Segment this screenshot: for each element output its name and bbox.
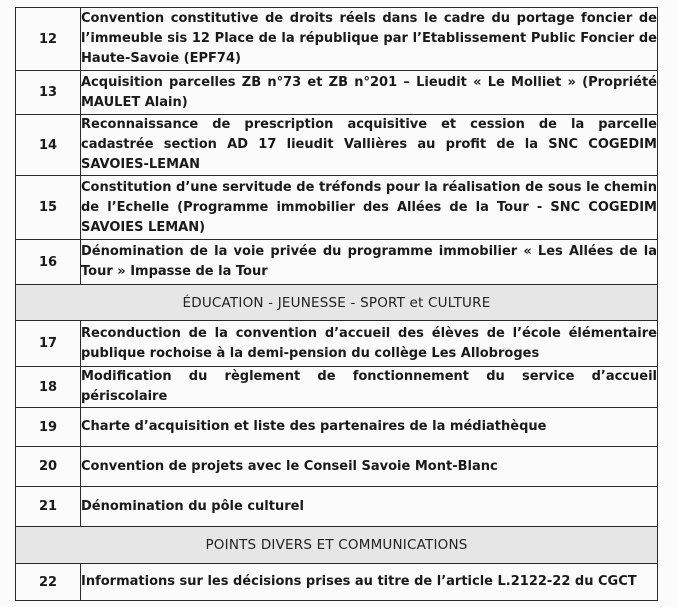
agenda-row (16, 240, 658, 285)
agenda-row (16, 564, 658, 601)
agenda-row (16, 176, 658, 240)
item-number: 12 (16, 8, 81, 71)
item-number: 13 (16, 71, 81, 115)
agenda-row (16, 408, 658, 447)
agenda-table (15, 7, 658, 601)
item-number: 15 (16, 176, 81, 240)
item-number: 19 (16, 408, 81, 447)
section-heading-row (16, 285, 658, 321)
item-title: Convention de projets avec le Conseil Savoie Mont-Blanc (81, 447, 658, 487)
item-title: Modification du règlement de fonctionnement du service d’accueil périscolaire (81, 367, 658, 408)
agenda-row (16, 8, 658, 71)
section-heading: POINTS DIVERS ET COMMUNICATIONS (16, 527, 658, 564)
item-title: Reconduction de la convention d’accueil des élèves de l’école élémentaire publique rochoise à la demi-pension du collège Les Allobroges (81, 321, 658, 367)
agenda-row (16, 487, 658, 527)
item-number: 16 (16, 240, 81, 285)
item-number: 17 (16, 321, 81, 367)
item-number: 22 (16, 564, 81, 601)
item-number: 14 (16, 115, 81, 176)
item-title: Convention constitutive de droits réels dans le cadre du portage foncier de l’immeuble sis 12 Place de la république par l’Etablissement Public Foncier de Haute-Savoie (EPF74) (81, 8, 658, 71)
agenda-row (16, 71, 658, 115)
section-heading-row (16, 527, 658, 564)
agenda-row (16, 447, 658, 487)
item-number: 20 (16, 447, 81, 487)
agenda-row (16, 115, 658, 176)
item-title: Dénomination de la voie privée du programme immobilier « Les Allées de la Tour » Impasse de la Tour (81, 240, 658, 285)
item-number: 21 (16, 487, 81, 527)
item-title: Reconnaissance de prescription acquisitive et cession de la parcelle cadastrée section AD 17 lieudit Vallières au profit de la SNC COGEDIM SAVOIES-LEMAN (81, 115, 658, 176)
agenda-row (16, 321, 658, 367)
item-title: Charte d’acquisition et liste des partenaires de la médiathèque (81, 408, 658, 447)
agenda-row (16, 367, 658, 408)
item-title: Dénomination du pôle culturel (81, 487, 658, 527)
section-heading: ÉDUCATION - JEUNESSE - SPORT et CULTURE (16, 285, 658, 321)
item-title: Informations sur les décisions prises au titre de l’article L.2122-22 du CGCT (81, 564, 658, 601)
item-number: 18 (16, 367, 81, 408)
item-title: Constitution d’une servitude de tréfonds pour la réalisation de sous le chemin de l’Echelle (Programme immobilier des Allées de la Tour - SNC COGEDIM SAVOIES LEMAN) (81, 176, 658, 240)
item-title: Acquisition parcelles ZB n°73 et ZB n°201 – Lieudit « Le Molliet » (Propriété MAULET Alain) (81, 71, 658, 115)
